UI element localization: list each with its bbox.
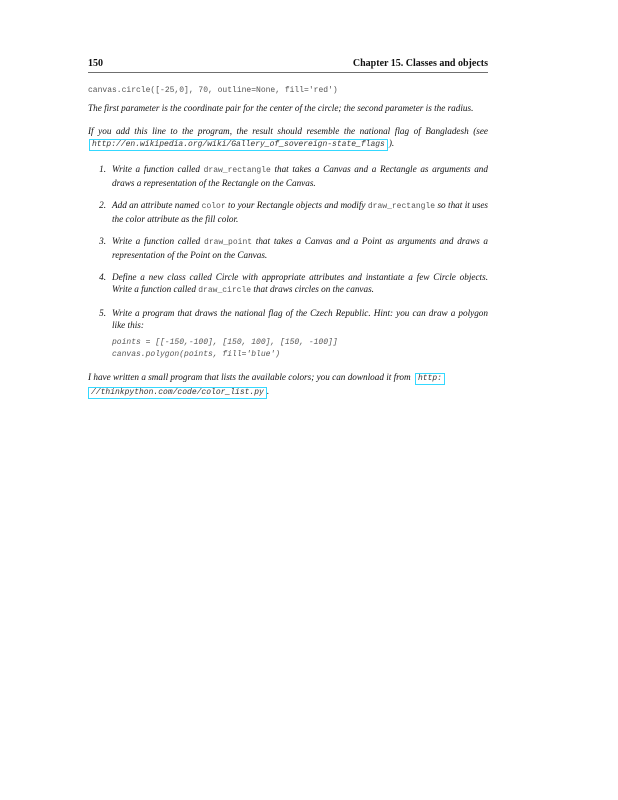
exercise-text-part: to your Rectangle objects and modify <box>225 200 368 210</box>
exercise-text-part: Write a program that draws the national flag of the Czech Republic. Hint: you can draw a polygon like this: <box>112 308 488 330</box>
exercise-text <box>112 199 488 225</box>
exercise-text <box>112 271 488 297</box>
paragraph-text: If you add this line to the program, the result should resemble the national flag of Bangladesh (see <box>88 126 488 136</box>
exercise-item <box>88 163 488 189</box>
code-line: points = [[-150,-100], [150, 100], [150, -100]] <box>112 338 338 347</box>
paragraph-text: I have written a small program that lists the available colors; you can download it from <box>88 372 413 382</box>
exercise-text-part: Define a new class called Circle with appropriate attributes and instantiate a few Circle objects. Write a function called <box>112 272 488 294</box>
exercise-text <box>112 235 488 261</box>
exercise-item <box>88 271 488 297</box>
page-number: 150 <box>88 58 103 69</box>
paragraph-circle-parameters: The first parameter is the coordinate pair for the center of the circle; the second parameter is the radius. <box>88 103 474 113</box>
exercise-item <box>88 235 488 261</box>
inline-code-draw-rectangle: draw_rectangle <box>203 166 271 175</box>
exercise-text-part: so that it uses the color attribute as the fill color. <box>112 200 489 224</box>
exercise-text-part: Write a function called <box>112 236 205 246</box>
code-block-polygon <box>112 337 488 361</box>
page-header <box>88 58 488 73</box>
inline-code-draw-point: draw_point <box>204 238 253 247</box>
paragraph-text-end: . <box>266 386 270 396</box>
chapter-title: Chapter 15. Classes and objects <box>352 58 488 69</box>
exercise-text-part: that takes a Canvas and a Point as arguments and draws a representation of the Point on the Canvas. <box>112 236 488 260</box>
color-list-link-part2[interactable]: //thinkpython.com/code/color_list.py <box>88 387 267 399</box>
exercise-number: 1. <box>99 164 106 174</box>
code-line: canvas.polygon(points, fill='blue') <box>112 350 281 359</box>
exercise-number: 4. <box>99 272 106 282</box>
inline-code-draw-circle: draw_circle <box>198 286 252 295</box>
paragraph-color-list <box>88 371 488 399</box>
paragraph-bangladesh-flag <box>88 125 488 151</box>
exercise-item <box>88 307 488 361</box>
exercise-number: 2. <box>99 200 106 210</box>
exercise-text <box>112 163 488 189</box>
exercise-text-part: Add an attribute named <box>112 200 202 210</box>
wikipedia-flags-link[interactable]: http://en.wikipedia.org/wiki/Gallery_of_sovereign-state_flags <box>89 139 388 151</box>
exercise-text-part: Write a function called <box>112 164 204 174</box>
exercise-list <box>88 163 488 361</box>
exercise-text <box>112 307 488 361</box>
code-snippet-circle: canvas.circle([-25,0], 70, outline=None, fill='red') <box>88 86 338 95</box>
document-page <box>88 58 488 411</box>
exercise-text-part: that draws circles on the canvas. <box>251 284 374 294</box>
color-list-link-part1[interactable]: http: <box>415 373 445 385</box>
exercise-number: 3. <box>99 236 106 246</box>
exercise-text-part: that takes a Canvas and a Rectangle as arguments and draws a representation of the Rectangle on the Canvas. <box>112 164 488 188</box>
paragraph-text-end: ). <box>388 138 395 148</box>
inline-code-color: color <box>201 202 226 211</box>
inline-code-draw-rectangle: draw_rectangle <box>367 202 436 211</box>
exercise-number: 5. <box>99 308 106 318</box>
exercise-item <box>88 199 488 225</box>
